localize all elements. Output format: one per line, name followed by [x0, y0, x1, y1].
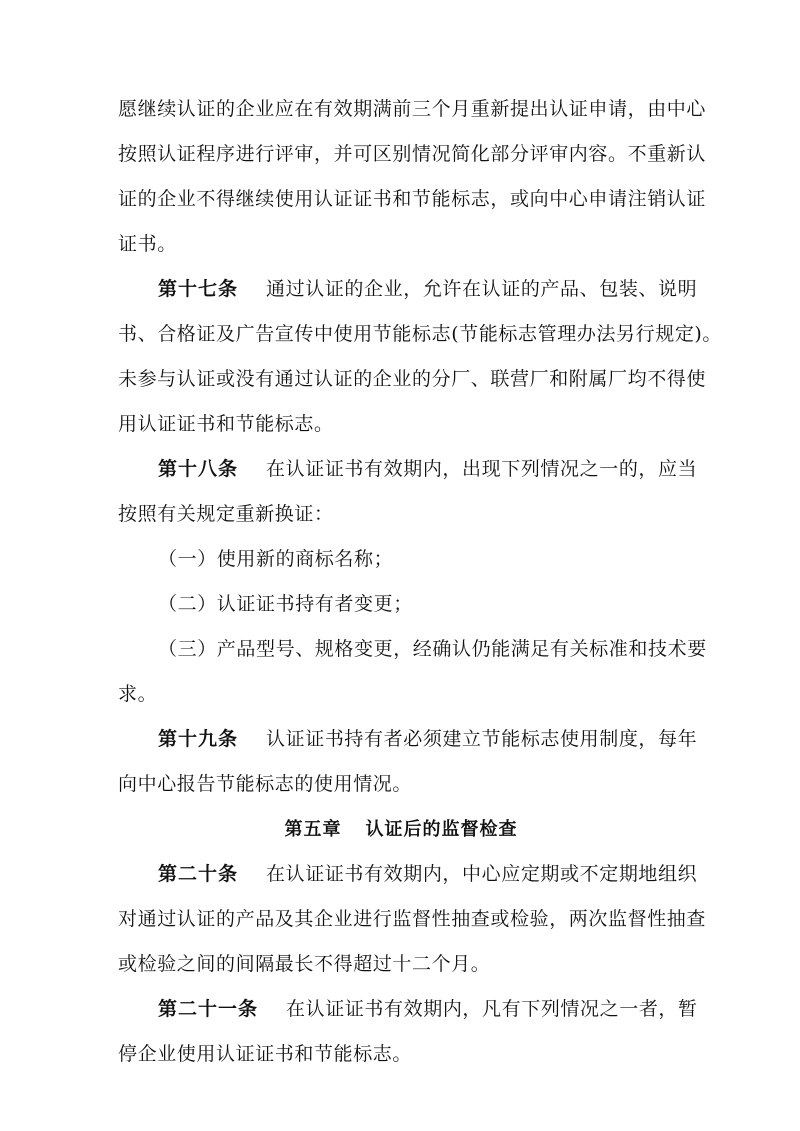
article-text: 认证证书持有者必须建立节能标志使用制度，每年	[266, 728, 698, 750]
article-first-line	[118, 996, 698, 1023]
chapter-title: 认证后的监督检查	[365, 819, 518, 840]
text-line: 未参与认证或没有通过认证的企业的分厂、联营厂和附属厂均不得使	[118, 368, 707, 390]
article-18	[118, 456, 698, 528]
article-first-line	[118, 276, 698, 303]
text-line: 按照有关规定重新换证：	[118, 503, 334, 525]
text-line: 书、合格证及广告宣传中使用节能标志(节能标志管理办法另行规定)。	[118, 323, 723, 345]
article-17	[118, 276, 723, 438]
article-19	[118, 726, 698, 798]
article-first-line	[118, 456, 698, 483]
text-line: 证书。	[118, 233, 177, 255]
text-line: 按照认证程序进行评审，并可区别情况简化部分评审内容。不重新认	[118, 143, 707, 165]
chapter-number: 第五章	[284, 819, 342, 840]
paragraph-continuation	[118, 96, 707, 258]
list-item: （一）使用新的商标名称；	[158, 548, 394, 570]
list-item: （二）认证证书持有者变更；	[158, 593, 413, 615]
article-number: 第十九条	[158, 728, 239, 750]
article-text: 通过认证的企业，允许在认证的产品、包装、说明	[266, 278, 698, 300]
article-text: 在认证证书有效期内，出现下列情况之一的，应当	[266, 458, 698, 480]
text-line: 或检验之间的间隔最长不得超过十二个月。	[118, 953, 491, 975]
chapter-heading	[118, 816, 684, 843]
text-line: 愿继续认证的企业应在有效期满前三个月重新提出认证申请，由中心	[118, 98, 707, 120]
text-line: 求。	[118, 683, 158, 705]
list-item: （三）产品型号、规格变更，经确认仍能满足有关标准和技术要	[158, 638, 707, 660]
document-page	[118, 96, 723, 1086]
article-text: 在认证证书有效期内，中心应定期或不定期地组织	[266, 863, 698, 885]
article-first-line	[118, 861, 698, 888]
article-first-line	[118, 726, 698, 753]
article-18-item-1	[118, 546, 684, 573]
article-21	[118, 996, 698, 1068]
text-line: 停企业使用认证证书和节能标志。	[118, 1043, 413, 1065]
text-line: 证的企业不得继续使用认证证书和节能标志，或向中心申请注销认证	[118, 188, 707, 210]
article-number: 第十七条	[158, 278, 239, 300]
article-number: 第十八条	[158, 458, 239, 480]
article-number: 第二十条	[158, 863, 239, 885]
article-number: 第二十一条	[158, 998, 259, 1020]
article-18-item-2	[118, 591, 684, 618]
text-line: 用认证证书和节能标志。	[118, 413, 334, 435]
text-line: 向中心报告节能标志的使用情况。	[118, 773, 413, 795]
article-text: 在认证证书有效期内，凡有下列情况之一者，暂	[286, 998, 698, 1020]
article-18-item-3	[118, 636, 707, 708]
text-line: 对通过认证的产品及其企业进行监督性抽查或检验，两次监督性抽查	[118, 908, 707, 930]
article-20	[118, 861, 707, 978]
